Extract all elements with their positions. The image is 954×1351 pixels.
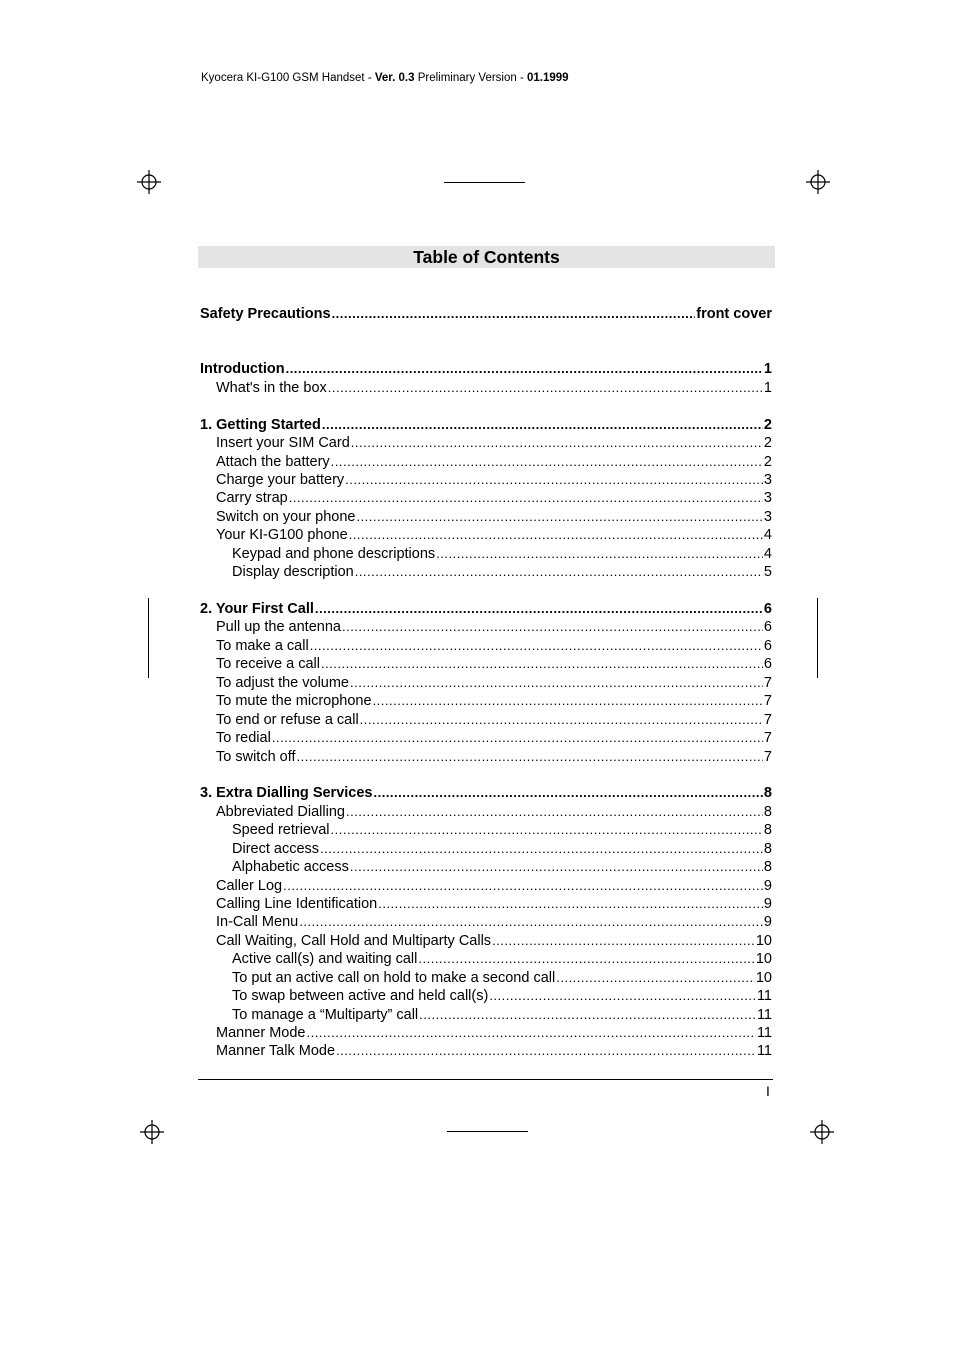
- toc-entry[interactable]: [200, 563, 772, 581]
- toc-entry-page: 8: [763, 841, 772, 857]
- toc-leader-dots: [286, 360, 763, 378]
- toc-entry-page: 10: [755, 970, 772, 986]
- header-date: 01.1999: [527, 72, 569, 84]
- toc-leader-dots: [556, 969, 755, 987]
- toc-entry-page: 4: [763, 546, 772, 562]
- toc-leader-dots: [373, 784, 762, 802]
- toc-leader-dots: [272, 729, 763, 747]
- toc-entry-page: 1: [763, 380, 772, 396]
- toc-entry-page: 11: [756, 1007, 772, 1023]
- toc-entry-title: To put an active call on hold to make a second call: [232, 970, 556, 986]
- toc-entry-title: To receive a call: [216, 656, 320, 672]
- toc-entry-page: 7: [763, 712, 772, 728]
- toc-entry-page: 6: [763, 656, 772, 672]
- crop-line-right: [817, 598, 818, 678]
- toc-entry[interactable]: [200, 877, 772, 895]
- toc-entry-page: 3: [763, 472, 772, 488]
- toc-entry-title: Insert your SIM Card: [216, 435, 350, 451]
- toc-entry[interactable]: [200, 932, 772, 950]
- toc-leader-dots: [283, 877, 763, 895]
- toc-leader-dots: [306, 1024, 755, 1042]
- toc-entry[interactable]: [200, 360, 772, 378]
- toc-entry-page: 6: [763, 619, 772, 635]
- header-middle: Preliminary Version -: [414, 72, 527, 84]
- footer-rule: [198, 1079, 773, 1080]
- toc-entry-page: 3: [763, 509, 772, 525]
- header-product: Kyocera KI-G100 GSM Handset -: [201, 72, 375, 84]
- registration-mark-icon: [139, 1119, 165, 1145]
- toc-entry-title: Carry strap: [216, 490, 288, 506]
- toc-entry-page: 2: [763, 417, 772, 433]
- toc-entry[interactable]: [200, 803, 772, 821]
- toc-entry[interactable]: [200, 950, 772, 968]
- toc-entry-page: 6: [763, 601, 772, 617]
- toc-entry[interactable]: [200, 379, 772, 397]
- toc-entry[interactable]: [200, 969, 772, 987]
- toc-entry[interactable]: [200, 1042, 772, 1060]
- toc-leader-dots: [360, 711, 763, 729]
- toc-entry-title: In-Call Menu: [216, 914, 299, 930]
- toc-entry-title: Manner Talk Mode: [216, 1043, 336, 1059]
- toc-leader-dots: [332, 305, 696, 323]
- toc-entry-title: Abbreviated Dialling: [216, 804, 345, 820]
- toc-leader-dots: [321, 655, 763, 673]
- toc-entry-title: 2. Your First Call: [200, 601, 314, 617]
- toc-entry[interactable]: [200, 508, 772, 526]
- toc-entry[interactable]: [200, 1006, 772, 1024]
- toc-entry-page: 11: [756, 988, 772, 1004]
- toc-leader-dots: [350, 674, 763, 692]
- toc-leader-dots: [492, 932, 755, 950]
- toc-leader-dots: [299, 913, 763, 931]
- toc-entry-title: What's in the box: [216, 380, 327, 396]
- toc-entry[interactable]: [200, 1024, 772, 1042]
- toc-entry-title: Switch on your phone: [216, 509, 356, 525]
- toc-entry[interactable]: [200, 840, 772, 858]
- toc-entry-title: Safety Precautions: [200, 306, 331, 322]
- toc-entry-title: To switch off: [216, 749, 296, 765]
- toc-entry-title: To mute the microphone: [216, 693, 372, 709]
- toc-entry[interactable]: [200, 637, 772, 655]
- toc-leader-dots: [356, 508, 762, 526]
- toc-entry[interactable]: [200, 729, 772, 747]
- toc-entry-page: 9: [763, 914, 772, 930]
- toc-entry-page: 10: [755, 951, 772, 967]
- toc-leader-dots: [331, 821, 763, 839]
- page-header: [201, 72, 569, 84]
- toc-entry-title: Manner Mode: [216, 1025, 306, 1041]
- toc-entry-page: 8: [763, 785, 772, 801]
- toc-leader-dots: [373, 692, 763, 710]
- toc-entry-title: Charge your battery: [216, 472, 345, 488]
- toc-leader-dots: [349, 526, 763, 544]
- toc-entry-title: Caller Log: [216, 878, 283, 894]
- toc-leader-dots: [355, 563, 763, 581]
- toc-entry[interactable]: [200, 526, 772, 544]
- toc-leader-dots: [346, 803, 763, 821]
- toc-entry-page: 4: [763, 527, 772, 543]
- toc-entry-page: 10: [755, 933, 772, 949]
- footer-page-number: I: [766, 1083, 770, 1099]
- toc-entry[interactable]: [200, 674, 772, 692]
- toc-title: Table of Contents: [198, 246, 775, 268]
- toc-leader-dots: [489, 987, 756, 1005]
- toc-leader-dots: [351, 434, 763, 452]
- toc-entry-page: 7: [763, 675, 772, 691]
- toc-entry-title: To swap between active and held call(s): [232, 988, 489, 1004]
- toc-entry-title: Call Waiting, Call Hold and Multiparty Calls: [216, 933, 492, 949]
- toc-leader-dots: [419, 1006, 756, 1024]
- toc-leader-dots: [297, 748, 763, 766]
- toc-entry-page: 5: [763, 564, 772, 580]
- toc-entry-title: To end or refuse a call: [216, 712, 359, 728]
- toc-entry[interactable]: [200, 618, 772, 636]
- toc-leader-dots: [322, 416, 763, 434]
- toc-entry[interactable]: [200, 987, 772, 1005]
- crop-line-top: [444, 182, 525, 183]
- toc-entry-page: 2: [763, 435, 772, 451]
- toc-entry-title: Direct access: [232, 841, 320, 857]
- toc-leader-dots: [310, 637, 763, 655]
- toc-entry-title: To adjust the volume: [216, 675, 349, 691]
- toc-entry[interactable]: [200, 416, 772, 434]
- toc-entry[interactable]: [200, 748, 772, 766]
- toc-entry[interactable]: [200, 655, 772, 673]
- toc-entry-page: 7: [763, 693, 772, 709]
- toc-entry-title: 1. Getting Started: [200, 417, 321, 433]
- toc-entry-title: Display description: [232, 564, 354, 580]
- toc-leader-dots: [320, 840, 763, 858]
- header-version: Ver. 0.3: [374, 72, 415, 84]
- toc-entry-title: Attach the battery: [216, 454, 330, 470]
- toc-entry-title: Calling Line Identification: [216, 896, 378, 912]
- toc-entry-page: 9: [763, 878, 772, 894]
- toc-entry-title: To redial: [216, 730, 271, 746]
- toc-leader-dots: [331, 453, 763, 471]
- toc-entry-title: To manage a “Multiparty” call: [232, 1007, 419, 1023]
- toc-entry-page: 9: [763, 896, 772, 912]
- registration-mark-icon: [809, 1119, 835, 1145]
- crop-line-left: [148, 598, 149, 678]
- toc-entry[interactable]: [200, 600, 772, 618]
- registration-mark-icon: [136, 169, 162, 195]
- toc-entry-title: To make a call: [216, 638, 309, 654]
- toc-leader-dots: [328, 379, 763, 397]
- toc-entry-title: Introduction: [200, 361, 285, 377]
- toc-entry[interactable]: [200, 784, 772, 802]
- toc-entry-page: 7: [763, 730, 772, 746]
- toc-leader-dots: [315, 600, 763, 618]
- toc-entry[interactable]: [200, 453, 772, 471]
- toc-entry-page: 1: [763, 361, 772, 377]
- toc-entry-title: Active call(s) and waiting call: [232, 951, 418, 967]
- toc-leader-dots: [336, 1042, 756, 1060]
- toc-entry[interactable]: [200, 305, 772, 323]
- toc-entry-title: Speed retrieval: [232, 822, 330, 838]
- toc-entry[interactable]: [200, 545, 772, 563]
- toc-entry-page: 11: [756, 1025, 772, 1041]
- toc-entry-page: 3: [763, 490, 772, 506]
- toc-entry-page: front cover: [696, 306, 772, 322]
- toc-entry-page: 8: [763, 804, 772, 820]
- toc-entry-page: 11: [756, 1043, 772, 1059]
- toc-entry-page: 7: [763, 749, 772, 765]
- toc-leader-dots: [350, 858, 763, 876]
- toc-entry-page: 6: [763, 638, 772, 654]
- toc-entry-title: Keypad and phone descriptions: [232, 546, 436, 562]
- toc-entry[interactable]: [200, 858, 772, 876]
- toc-entry-title: Alphabetic access: [232, 859, 349, 875]
- toc-leader-dots: [289, 489, 763, 507]
- toc-entry[interactable]: [200, 434, 772, 452]
- registration-mark-icon: [805, 169, 831, 195]
- toc-leader-dots: [418, 950, 755, 968]
- toc-entry-title: Pull up the antenna: [216, 619, 341, 635]
- toc-leader-dots: [345, 471, 763, 489]
- toc-entry-page: 8: [763, 822, 772, 838]
- toc-entry[interactable]: [200, 711, 772, 729]
- toc-entry[interactable]: [200, 821, 772, 839]
- toc-entry-title: Your KI-G100 phone: [216, 527, 348, 543]
- crop-line-bottom: [447, 1131, 528, 1132]
- toc-leader-dots: [342, 618, 763, 636]
- toc-entry-title: 3. Extra Dialling Services: [200, 785, 373, 801]
- toc-entry[interactable]: [200, 471, 772, 489]
- toc-leader-dots: [436, 545, 763, 563]
- toc-entry[interactable]: [200, 489, 772, 507]
- toc-entry[interactable]: [200, 692, 772, 710]
- toc-entry[interactable]: [200, 895, 772, 913]
- toc-entry-page: 8: [763, 859, 772, 875]
- toc-entry[interactable]: [200, 913, 772, 931]
- toc-entry-page: 2: [763, 454, 772, 470]
- toc-leader-dots: [378, 895, 763, 913]
